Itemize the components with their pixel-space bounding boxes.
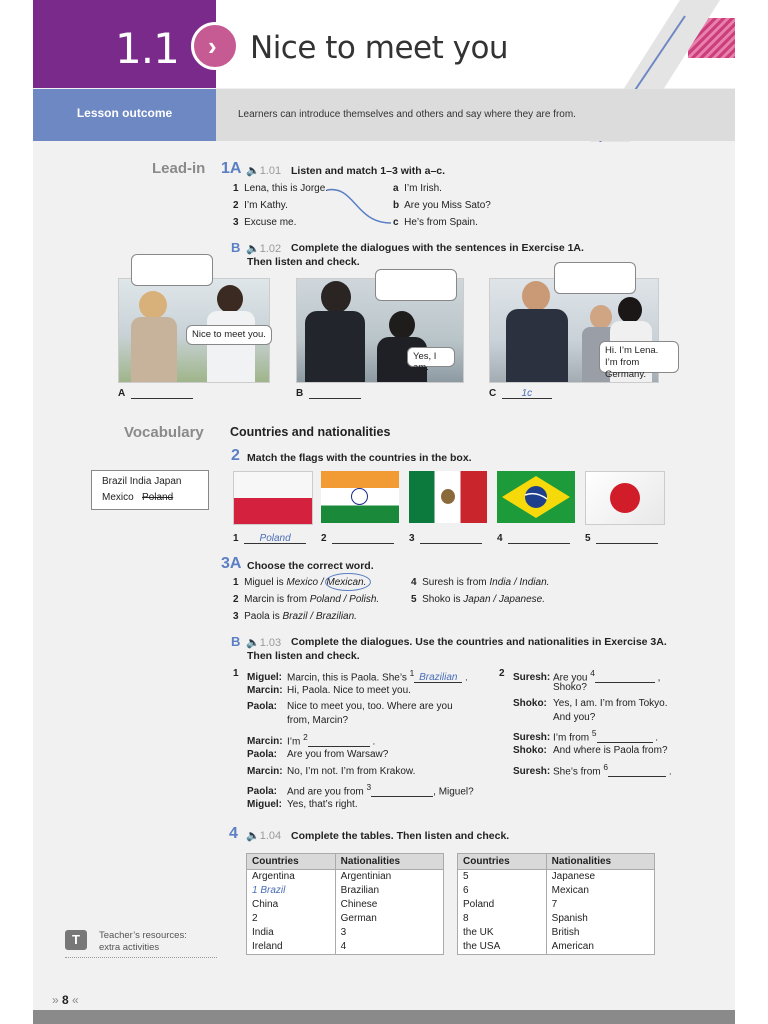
match-line <box>325 185 395 230</box>
dialogue-line: Paola: And are you from $^3$ , Miguel? <box>247 782 474 798</box>
choice-item: 3 Paola is Brazil / Brazilian. <box>233 611 357 622</box>
chevron-right-icon: › <box>191 22 239 70</box>
empty-speech-bubble <box>375 269 457 301</box>
choice-item: 5 Shoko is Japan / Japanese. <box>411 594 545 605</box>
word-box <box>91 470 209 510</box>
divider <box>65 957 217 958</box>
dialogue-line: Shoko? <box>553 682 587 693</box>
choice-item: 2 Marcin is from Poland / Polish. <box>233 594 380 605</box>
audio-track[interactable]: 🔈1.01 <box>246 165 282 177</box>
table-cell: Argentinian <box>335 870 443 885</box>
table-countries-1 <box>246 853 444 955</box>
table-header: Countries <box>458 854 547 870</box>
table-row <box>247 884 444 898</box>
exercise-number: 4 <box>229 825 238 842</box>
section-leadin: Lead-in <box>152 160 206 177</box>
dialogue-line: Paola: Nice to meet you, too. Where are you <box>247 701 453 712</box>
table-cell: Chinese <box>335 898 443 912</box>
dialogue-number: 2 <box>499 668 505 679</box>
table-cell: 2 <box>247 912 336 926</box>
match-item-left: 2 I’m Kathy. <box>233 200 288 211</box>
table-cell: Ireland <box>247 940 336 955</box>
flag-japan <box>585 471 665 525</box>
exercise-instruction: Listen and match 1–3 with a–c. <box>291 165 446 177</box>
table-cell: 8 <box>458 912 547 926</box>
speaker-icon: 🔈 <box>246 243 260 255</box>
exercise-letter: B <box>231 634 241 649</box>
table-header-row <box>247 854 444 870</box>
exercise-instruction: Complete the tables. Then listen and check. <box>291 830 510 842</box>
dialogue-line: And you? <box>553 712 596 723</box>
table-cell: Mexican <box>546 884 654 898</box>
table-row <box>247 940 444 955</box>
table-row <box>247 912 444 926</box>
table-row <box>458 940 655 955</box>
table-header: Nationalities <box>546 854 654 870</box>
table-cell: 6 <box>458 884 547 898</box>
table-header: Countries <box>247 854 336 870</box>
audio-track[interactable]: 🔈1.04 <box>246 830 282 842</box>
flag-india <box>321 471 399 523</box>
outcome-label: Lesson outcome <box>76 106 173 120</box>
table-cell: British <box>546 926 654 940</box>
choice-item: 1 Miguel is Mexico / Mexican. <box>233 577 367 588</box>
dialogue-line: Shoko: Yes, I am. I’m from Tokyo. <box>513 698 668 709</box>
empty-speech-bubble <box>554 262 636 294</box>
exercise-instruction: Choose the correct word. <box>247 560 374 572</box>
table-cell: Argentina <box>247 870 336 885</box>
dialogue-line: Shoko: And where is Paola from? <box>513 745 668 756</box>
table-cell: the USA <box>458 940 547 955</box>
flag-poland <box>233 471 313 525</box>
speaker-icon: 🔈 <box>246 830 260 842</box>
dialogue-line: Miguel: Marcin, this is Paola. She’s $^1$ Brazilian . <box>247 668 468 684</box>
flag-answer: 5 <box>585 533 658 544</box>
table-cell: Poland <box>458 898 547 912</box>
empty-speech-bubble <box>131 254 213 286</box>
table-header-row <box>458 854 655 870</box>
audio-track[interactable]: 🔈1.02 <box>246 243 282 255</box>
dialogue-number: 1 <box>233 668 239 679</box>
page-number: » 8 « <box>52 993 79 1007</box>
answer-circle <box>325 573 371 591</box>
table-cell: India <box>247 926 336 940</box>
exercise-instruction: Complete the dialogues with the sentences in Exercise 1A. <box>291 242 584 254</box>
audio-track[interactable]: 🔈1.03 <box>246 637 282 649</box>
teacher-resources-icon: T <box>65 930 87 950</box>
match-item-right: a I’m Irish. <box>393 183 442 194</box>
table-cell: Japanese <box>546 870 654 885</box>
match-item-left: 3 Excuse me. <box>233 217 297 228</box>
table-cell: 3 <box>335 926 443 940</box>
exercise-number: 2 <box>231 447 240 464</box>
word-box-line: Mexico Poland <box>102 492 174 503</box>
dialogue-line: Marcin: Hi, Paola. Nice to meet you. <box>247 685 411 696</box>
table-cell: 5 <box>458 870 547 885</box>
speaker-icon: 🔈 <box>246 637 260 649</box>
flag-answer: 2 <box>321 533 394 544</box>
photo-label-a: A <box>118 388 193 399</box>
section-vocabulary: Vocabulary <box>124 424 204 441</box>
dialogue-line: Suresh: She’s from $^6$ . <box>513 762 672 778</box>
flag-mexico <box>409 471 487 523</box>
table-countries-2 <box>457 853 655 955</box>
table-cell: China <box>247 898 336 912</box>
dialogue-line: Suresh: Are you $^4$ , <box>513 668 661 684</box>
table-row <box>458 898 655 912</box>
table-row <box>458 884 655 898</box>
photo-label-b: B <box>296 388 361 399</box>
exercise-number: 3A <box>221 555 242 572</box>
table-cell: 1 Brazil <box>247 884 336 898</box>
outcome-text: Learners can introduce themselves and others and say where they are from. <box>238 109 576 120</box>
choice-item: 4 Suresh is from India / Indian. <box>411 577 550 588</box>
speech-bubble-a: Nice to meet you. <box>186 325 272 345</box>
exercise-instruction: Then listen and check. <box>247 650 360 662</box>
table-row <box>458 926 655 940</box>
table-cell: American <box>546 940 654 955</box>
lesson-number: 1.1 <box>115 24 179 73</box>
match-item-right: c He’s from Spain. <box>393 217 478 228</box>
dialogue-line: Marcin: I’m $^2$ . <box>247 732 376 748</box>
flag-brazil <box>497 471 575 523</box>
flag-answer: 1 Poland <box>233 533 306 544</box>
exercise-instruction: Complete the dialogues. Use the countries and nationalities in Exercise 3A. <box>291 636 667 648</box>
match-item-left: 1 Lena, this is Jorge. <box>233 183 329 194</box>
footer-bar <box>33 1010 735 1024</box>
match-item-right: b Are you Miss Sato? <box>393 200 491 211</box>
table-cell: the UK <box>458 926 547 940</box>
speech-bubble-b: Yes, I am. <box>407 347 455 367</box>
speech-bubble-c: Hi. I’m Lena. I’m from Germany. <box>599 341 679 373</box>
table-row <box>247 926 444 940</box>
table-header: Nationalities <box>335 854 443 870</box>
table-cell: German <box>335 912 443 926</box>
exercise-number: 1A <box>221 160 242 177</box>
table-row <box>247 898 444 912</box>
dialogue-line: from, Marcin? <box>287 715 349 726</box>
flag-answer: 4 <box>497 533 570 544</box>
vocab-title: Countries and nationalities <box>230 425 391 439</box>
dialogue-line: Miguel: Yes, that’s right. <box>247 799 358 810</box>
dialogue-line: Suresh: I’m from $^5$ . <box>513 728 659 744</box>
exercise-letter: B <box>231 240 241 255</box>
table-cell: Brazilian <box>335 884 443 898</box>
table-row <box>458 870 655 885</box>
lesson-title: Nice to meet you <box>250 30 509 66</box>
exercise-instruction: Then listen and check. <box>247 256 360 268</box>
table-cell: 7 <box>546 898 654 912</box>
dialogue-line: Marcin: No, I’m not. I’m from Krakow. <box>247 766 416 777</box>
table-cell: Spanish <box>546 912 654 926</box>
dialogue-line: Paola: Are you from Warsaw? <box>247 749 389 760</box>
teacher-resources-line1: Teacher’s resources: <box>99 930 187 941</box>
photo-label-c: C 1c <box>489 388 552 399</box>
flag-answer: 3 <box>409 533 482 544</box>
table-row <box>247 870 444 885</box>
table-cell: 4 <box>335 940 443 955</box>
word-box-line: Brazil India Japan <box>102 476 182 487</box>
exercise-instruction: Match the flags with the countries in the box. <box>247 452 472 464</box>
teacher-resources-line2: extra activities <box>99 942 160 953</box>
speaker-icon: 🔈 <box>246 165 260 177</box>
table-row <box>458 912 655 926</box>
